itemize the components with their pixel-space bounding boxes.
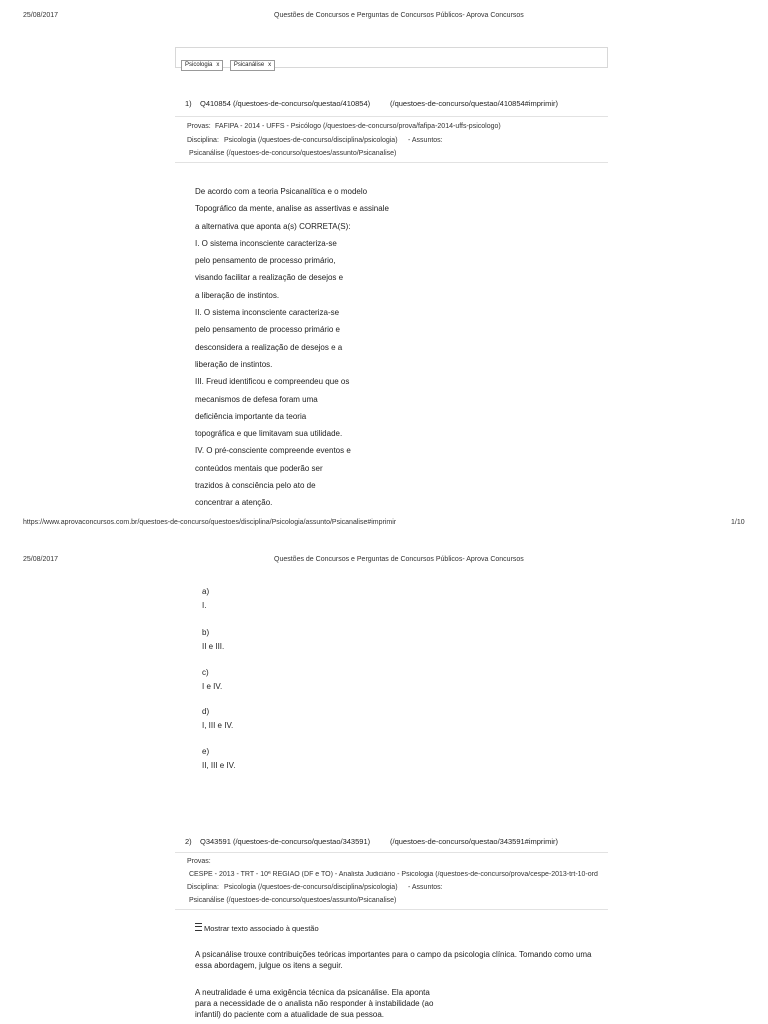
statement-line: deficiência importante da teoria xyxy=(195,411,307,421)
statement-line: I. O sistema inconsciente caracteriza-se xyxy=(195,238,337,248)
statement-line: a liberação de instintos. xyxy=(195,290,280,300)
question-divider xyxy=(175,852,608,853)
close-icon[interactable]: x xyxy=(216,62,220,68)
page2-header-date: 25/08/2017 xyxy=(23,556,59,563)
tag-label: Psicanálise xyxy=(233,62,265,68)
statement-line: topográfica e que limitavam sua utilidade. xyxy=(195,429,343,439)
meta-divider xyxy=(175,909,608,910)
tag-label: Psicologia xyxy=(185,62,213,68)
statement-line: conteúdos mentais que poderão ser xyxy=(195,463,323,473)
statement-line: Topográfico da mente, analise as assertivas e assinale xyxy=(195,204,389,214)
question-id-link[interactable]: Q410854 (/questoes-de-concurso/questao/410854) xyxy=(200,99,371,108)
page1-footer-page: 1/10 xyxy=(731,519,745,526)
disciplina-label: Disciplina: xyxy=(187,884,219,891)
statement-line: liberação de instintos. xyxy=(195,359,273,369)
alternative-letter: c) xyxy=(202,668,209,677)
question-id-link[interactable]: Q343591 (/questoes-de-concurso/questao/343591) xyxy=(200,837,371,846)
alternative-text: I e IV. xyxy=(202,682,223,691)
filter-tags-box xyxy=(175,47,608,68)
alternative-b[interactable] xyxy=(202,627,224,653)
page1-header-date: 25/08/2017 xyxy=(23,12,59,19)
alternative-c[interactable] xyxy=(202,667,222,693)
tag-psicanalise[interactable] xyxy=(230,60,275,71)
item-line: infantil) do paciente com a atualidade de sua pessoa. xyxy=(195,1010,385,1019)
statement-line: trazidos à consciência pelo ato de xyxy=(195,481,316,491)
provas-label: Provas: xyxy=(187,123,211,130)
question-divider xyxy=(175,116,608,117)
show-text-label: Mostrar texto associado à questão xyxy=(204,924,319,933)
alternative-d[interactable] xyxy=(202,706,233,732)
disciplina-label: Disciplina: xyxy=(187,137,219,144)
alternative-e[interactable] xyxy=(202,746,236,772)
statement-line: pelo pensamento de processo primário e xyxy=(195,325,340,335)
question-statement xyxy=(195,183,389,512)
intro-line: essa abordagem, julgue os itens a seguir. xyxy=(195,961,343,970)
assuntos-label: - Assuntos: xyxy=(408,137,443,144)
close-icon[interactable]: x xyxy=(268,62,272,68)
question-print-link[interactable]: (/questoes-de-concurso/questao/343591#imprimir) xyxy=(390,837,559,846)
alternative-letter: d) xyxy=(202,707,210,716)
alternative-letter: b) xyxy=(202,628,210,637)
statement-line: IV. O pré-consciente compreende eventos e xyxy=(195,446,351,456)
alternative-letter: a) xyxy=(202,587,210,596)
assunto-link[interactable]: Psicanálise (/questoes-de-concurso/questoes/assunto/Psicanalise) xyxy=(189,150,397,157)
statement-line: visando facilitar a realização de desejos e xyxy=(195,273,344,283)
question-number: 2) xyxy=(185,837,192,846)
page2-header-title: Questões de Concursos e Perguntas de Concursos Públicos- Aprova Concursos xyxy=(274,556,524,563)
alternative-text: II, III e IV. xyxy=(202,761,236,770)
assuntos-label: - Assuntos: xyxy=(408,884,443,891)
statement-line: a alternativa que aponta a(s) CORRETA(S): xyxy=(195,221,351,231)
item-line: para a necessidade de o analista não responder à instabilidade (ao xyxy=(195,999,434,1008)
assunto-link[interactable]: Psicanálise (/questoes-de-concurso/questoes/assunto/Psicanalise) xyxy=(189,897,397,904)
provas-link[interactable]: FAFIPA - 2014 - UFFS - Psicólogo (/questoes-de-concurso/prova/fafipa-2014-uffs-psicologo) xyxy=(215,123,501,130)
item-line: A neutralidade é uma exigência técnica da psicanálise. Ela aponta xyxy=(195,988,430,997)
statement-line: concentrar a atenção. xyxy=(195,498,273,508)
provas-link[interactable]: CESPE - 2013 - TRT - 10ª REGIÃO (DF e TO) - Analista Judiciário - Psicologia (/questoes-de-concurso/prova/cespe-2013-trt-10-ord xyxy=(189,871,598,878)
alternative-text: I, III e IV. xyxy=(202,721,234,730)
alternative-text: II e III. xyxy=(202,642,225,651)
statement-line: De acordo com a teoria Psicanalítica e o modelo xyxy=(195,187,368,196)
meta-divider xyxy=(175,162,608,163)
page1-header-title: Questões de Concursos e Perguntas de Concursos Públicos- Aprova Concursos xyxy=(274,12,524,19)
page1-footer-url: https://www.aprovaconcursos.com.br/questoes-de-concurso/questoes/disciplina/Psicologia/assunto/Psicanalise#imprimir xyxy=(23,519,397,526)
statement-line: II. O sistema inconsciente caracteriza-se xyxy=(195,308,340,318)
tag-psicologia[interactable] xyxy=(181,60,223,71)
disciplina-link[interactable]: Psicologia (/questoes-de-concurso/disciplina/psicologia) xyxy=(224,137,398,144)
intro-line: A psicanálise trouxe contribuições teóricas importantes para o campo da psicologia clínica. Tomando como uma xyxy=(195,950,592,959)
question-number: 1) xyxy=(185,99,192,108)
statement-line: desconsidera a realização de desejos e a xyxy=(195,342,343,352)
disciplina-link[interactable]: Psicologia (/questoes-de-concurso/disciplina/psicologia) xyxy=(224,884,398,891)
statement-line: pelo pensamento de processo primário, xyxy=(195,256,336,266)
alternative-text: I. xyxy=(202,601,207,610)
statement-line: III. Freud identificou e compreendeu que os xyxy=(195,377,350,387)
question-intro xyxy=(195,949,592,971)
alternative-a[interactable] xyxy=(202,586,209,612)
show-associated-text-button[interactable] xyxy=(195,923,319,933)
question-item xyxy=(195,987,433,1020)
question-print-link[interactable]: (/questoes-de-concurso/questao/410854#imprimir) xyxy=(390,99,559,108)
provas-label: Provas: xyxy=(187,858,211,865)
statement-line: mecanismos de defesa foram uma xyxy=(195,394,318,404)
alternative-letter: e) xyxy=(202,747,210,756)
list-icon xyxy=(195,923,202,931)
